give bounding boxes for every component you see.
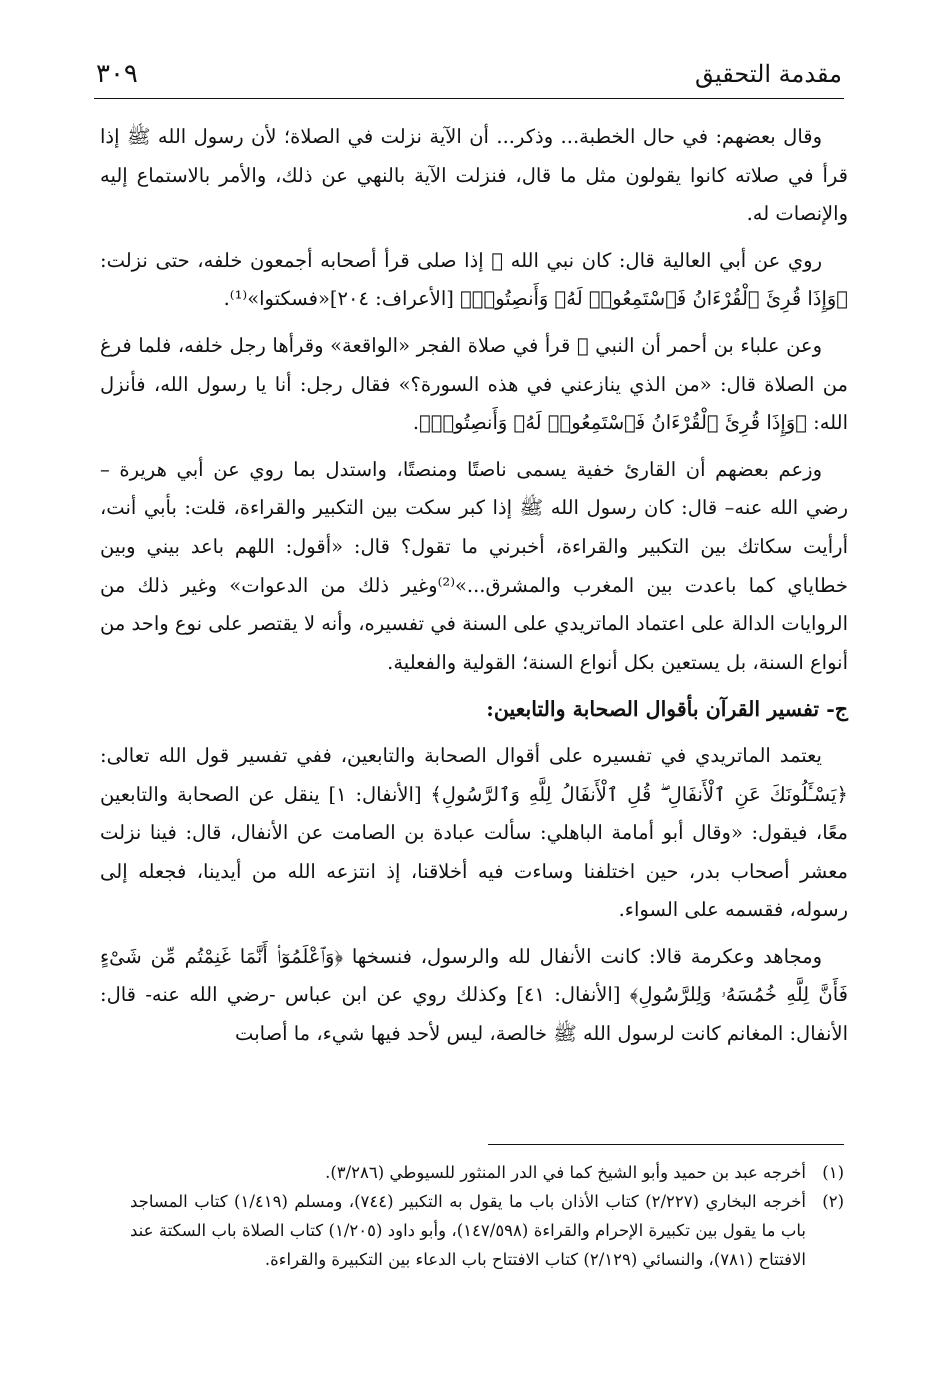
running-title: مقدمة التحقيق (694, 60, 842, 88)
paragraph-1: وقال بعضهم: في حال الخطبة... وذكر... أن الآية نزلت في الصلاة؛ لأن رسول الله ﷺ إذا قرأ في صلاته كانوا يقولون مثل ما قال، فنزلت الآية بالنهي عن ذلك، والأمر بالاستماع إليه والإنصات له. (100, 125, 848, 226)
footnote (130, 1187, 844, 1274)
footnote-separator (488, 1144, 844, 1145)
header-rule (94, 98, 844, 99)
footnote-text: أخرجه البخاري (٢/٢٢٧) كتاب الأذان باب ما يقول به التكبير (٧٤٤)، ومسلم (١/٤١٩) كتاب المساجد باب ما يقول بين تكبيرة الإحرام والقراءة (١٤٧/٥٩٨)، وأبو داود (١/٢٠٥) كتاب الصلاة باب السكتة عند الافتتاح (٧٨١)، والنسائي (٢/١٢٩) كتاب الافتتاح باب الدعاء بين التكبيرة والقراءة. (130, 1192, 806, 1269)
footnote-number: (٢) (822, 1192, 844, 1211)
page-number: ٣٠٩ (96, 59, 138, 89)
paragraph-5: يعتمد الماتريدي في تفسيره على أقوال الصحابة والتابعين، ففي تفسير قول الله تعالى: ﴿يَسْـَٔلُونَكَ عَنِ ٱلْأَنفَالِ ۖ قُلِ ٱلْأَنفَالُ لِلَّهِ وَٱلرَّسُولِ﴾ [الأنفال: ١] ينقل عن الصحابة والتابعين معًا، فيقول: «وقال أبو أمامة الباهلي: سألت عبادة بن الصامت عن الأنفال، قال: فينا نزلت معشر أصحاب بدر، حين اختلفنا وساءت فيه أخلاقنا، إذ انتزعه الله من أيدينا، فجعله إلى رسوله، فقسمه على السواء. (100, 743, 848, 922)
footnote (130, 1158, 844, 1187)
paragraph-6: ومجاهد وعكرمة قالا: كانت الأنفال لله والرسول، فنسخها ﴿وَٱعْلَمُوٓا۟ أَنَّمَا غَنِمْتُم مِّن شَىْءٍ فَأَنَّ لِلَّهِ خُمُسَهُۥ وَلِلرَّسُولِ﴾ [الأنفال: ٤١] وكذلك روي عن ابن عباس -رضي الله عنه- قال: الأنفال: المغانم كانت لرسول الله ﷺ خالصة، ليس لأحد فيها شيء، ما أصابت (100, 944, 849, 1046)
page-header (96, 52, 842, 96)
footnote-number: (١) (822, 1163, 844, 1182)
paragraph-4: وزعم بعضهم أن القارئ خفية يسمى ناصتًا ومنصتًا، واستدل بما روي عن أبي هريرة – رضي الله عنه– قال: كان رسول الله ﷺ إذا كبر سكت بين التكبير والقراءة، قلت: بأبي أنت، أرأيت سكاتك بين التكبير والقراءة، أخبرني ما تقول؟ قال: «أقول: اللهم باعد بيني وبين خطاياي كما باعدت بين المغرب والمشرق...»⁽²⁾وغير ذلك من الدعوات» وغير ذلك من الروايات الدالة على اعتماد الماتريدي على السنة في تفسيره، وأنه لا يقتصر على نوع واحد من أنواع السنة، بل يستعين بكل أنواع السنة؛ القولية والفعلية. (100, 457, 848, 674)
paragraph-3: وعن علباء بن أحمر أن النبي ﷺ قرأ في صلاة الفجر «الواقعة» وقرأها رجل خلفه، فلما فرغ من الصلاة قال: «من الذي ينازعني في هذه السورة؟» فقال رجل: أنا يا رسول الله، فأنزل الله: ﴿وَإِذَا قُرِئَ ٱلْقُرْءَانُ فَٱسْتَمِعُوا۟ لَهُۥ وَأَنصِتُوا۟﴾. (100, 333, 848, 435)
footnote-text: أخرجه عبد بن حميد وأبو الشيخ كما في الدر المنثور للسيوطي (٣/٢٨٦). (325, 1163, 806, 1182)
section-heading: ج- تفسير القرآن بأقوال الصحابة والتابعين: (486, 697, 848, 722)
paragraph-2: روي عن أبي العالية قال: كان نبي الله ﷺ إذا صلى قرأ أصحابه أجمعون خلفه، حتى نزلت: ﴿وَإِذَا قُرِئَ ٱلْقُرْءَانُ فَٱسْتَمِعُوا۟ لَهُۥ وَأَنصِتُوا۟﴾ [الأعراف: ٢٠٤]«فسكتوا»⁽¹⁾. (100, 248, 848, 311)
main-text (100, 118, 848, 1062)
footnotes (130, 1158, 844, 1274)
